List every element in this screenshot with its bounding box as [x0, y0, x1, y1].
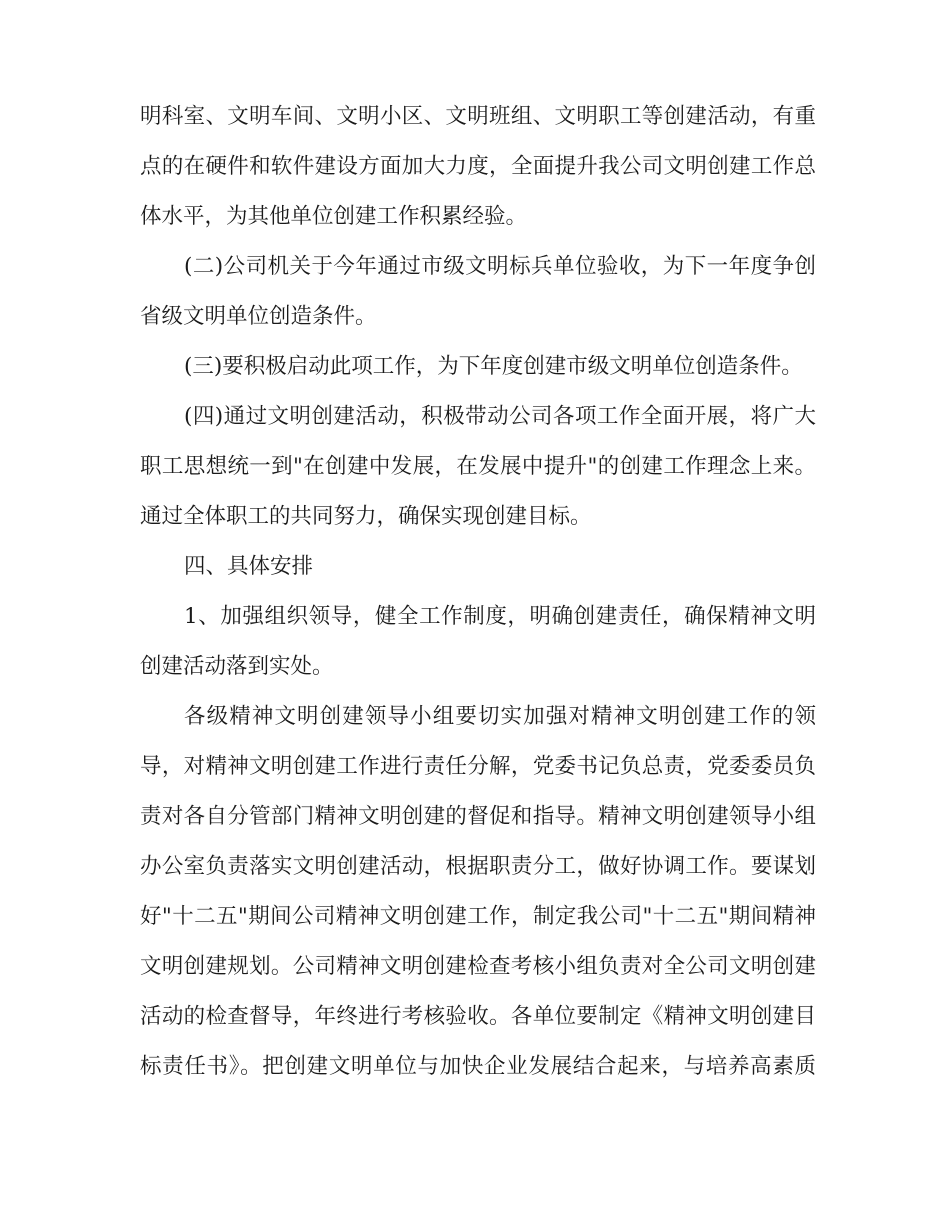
text-line: 标责任书》。把创建文明单位与加快企业发展结合起来，与培养高素质 — [140, 1054, 816, 1079]
text-line: 文明创建规划。公司精神文明创建检查考核小组负责对全公司文明创建 — [140, 954, 816, 979]
text-line: 明科室、文明车间、文明小区、文明班组、文明职工等创建活动，有重 — [140, 104, 816, 129]
text-line: 通过全体职工的共同努力，确保实现创建目标。 — [140, 504, 592, 529]
document-body — [140, 92, 816, 1092]
text-line: 导，对精神文明创建工作进行责任分解，党委书记负总责，党委委员负 — [140, 754, 816, 779]
text-line: 1、加强组织领导，健全工作制度，明确创建责任，确保精神文明 — [184, 604, 816, 629]
text-line: 活动的检查督导，年终进行考核验收。各单位要制定《精神文明创建目 — [140, 1004, 816, 1029]
text-line: 责对各自分管部门精神文明创建的督促和指导。精神文明创建领导小组 — [140, 804, 816, 829]
text-line: 点的在硬件和软件建设方面加大力度，全面提升我公司文明创建工作总 — [140, 154, 816, 179]
text-line: (二)公司机关于今年通过市级文明标兵单位验收，为下一年度争创 — [184, 254, 816, 279]
text-line: 省级文明单位创造条件。 — [140, 304, 377, 329]
text-line: 办公室负责落实文明创建活动，根据职责分工，做好协调工作。要谋划 — [140, 854, 816, 879]
text-line: 创建活动落到实处。 — [140, 654, 334, 679]
text-line: 好"十二五"期间公司精神文明创建工作，制定我公司"十二五"期间精神 — [140, 904, 816, 929]
text-line: (三)要积极启动此项工作，为下年度创建市级文明单位创造条件。 — [184, 354, 803, 379]
text-line: 各级精神文明创建领导小组要切实加强对精神文明创建工作的领 — [184, 704, 816, 729]
section-heading: 四、具体安排 — [184, 554, 314, 579]
text-line: (四)通过文明创建活动，积极带动公司各项工作全面开展，将广大 — [184, 404, 816, 429]
text-line: 职工思想统一到"在创建中发展，在发展中提升"的创建工作理念上来。 — [140, 454, 816, 479]
text-line: 体水平，为其他单位创建工作积累经验。 — [140, 204, 528, 229]
